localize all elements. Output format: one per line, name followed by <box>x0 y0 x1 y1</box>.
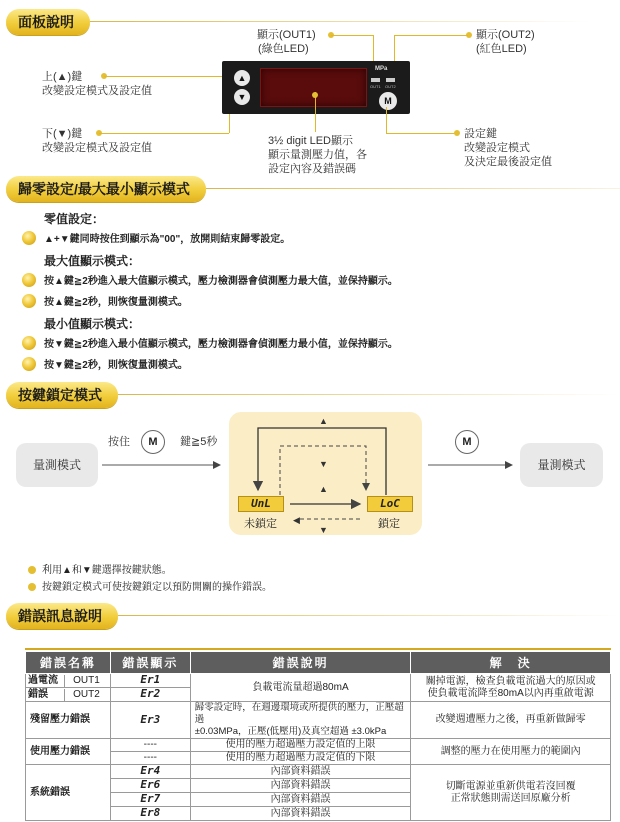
out2-led-label: OUT2 <box>385 84 396 89</box>
use-name: 使用壓力錯誤 <box>26 739 111 765</box>
table-header-row <box>26 652 611 674</box>
header-error-desc: 錯誤說明 <box>190 652 411 674</box>
er4-code: Er4 <box>140 764 161 777</box>
section-title-zero: 歸零設定/最大最小顯示模式 <box>6 176 206 202</box>
set-key-desc-2: 及決定最後設定值 <box>464 156 552 168</box>
overcurrent-desc: 負載電流量超過80mA <box>190 674 411 702</box>
bullet-icon <box>28 566 36 574</box>
sys-fix-1: 切斷電源並重新供電若沒回覆 <box>445 780 576 792</box>
section-title-errors: 錯誤訊息說明 <box>6 603 118 629</box>
er7-code: Er7 <box>140 792 161 805</box>
down-key-desc: 改變設定模式及設定值 <box>42 142 152 154</box>
residual-desc-1: 歸零設定時，在週邊環境或所提供的壓力，正壓超過 <box>194 702 404 725</box>
key-seconds-label: 鍵≧5秒 <box>180 436 218 448</box>
table-row <box>26 765 611 779</box>
section-title-panel: 面板說明 <box>6 9 90 35</box>
use-fix: 調整的壓力在使用壓力的範圍內 <box>411 739 611 765</box>
sys-desc-3: 內部資料錯誤 <box>190 793 411 807</box>
down-key-label: 下(▼)鍵 <box>42 128 83 140</box>
zero-heading: 零值設定： <box>44 212 105 226</box>
er3-code: Er3 <box>140 712 161 726</box>
down-button-icon[interactable]: ▼ <box>234 89 250 105</box>
section-title-keylock: 按鍵鎖定模式 <box>6 382 118 408</box>
residual-fix: 改變週遭壓力之後，再重新做歸零 <box>411 702 611 739</box>
use-dash-1: ---- <box>110 739 190 752</box>
sys-desc-4: 內部資料錯誤 <box>190 807 411 821</box>
sys-desc-2: 內部資料錯誤 <box>190 779 411 793</box>
er8-code: Er8 <box>140 806 161 819</box>
table-top-bar <box>25 648 611 650</box>
use-dash-2: ---- <box>110 752 190 765</box>
min-heading: 最小值顯示模式： <box>44 317 141 331</box>
locked-label: 鎖定 <box>378 518 400 530</box>
table-row <box>26 702 611 739</box>
sys-desc-1: 內部資料錯誤 <box>190 765 411 779</box>
table-row <box>26 739 611 752</box>
measure-mode-left: 量測模式 <box>16 443 98 487</box>
sys-name: 系統錯誤 <box>26 765 111 821</box>
led-desc-2: 設定內容及錯誤碼 <box>268 163 356 175</box>
zero-item: ▲+▼鍵同時按住到顯示為"00"，放開則結束歸零設定。 <box>22 231 290 247</box>
overcurrent-fix-1: 關掉電源，檢查負載電流過大的原因或 <box>425 675 596 687</box>
overcurrent-fix-2: 使負載電流降至80mA以內再重啟電源 <box>427 687 594 699</box>
up-button-icon[interactable]: ▲ <box>234 70 250 86</box>
header-error-name: 錯誤名稱 <box>26 652 111 674</box>
min-item-2: 按▼鍵≧2秒，則恢復量測模式。 <box>22 357 188 373</box>
mpa-unit: MPa <box>375 66 388 72</box>
residual-name: 殘留壓力錯誤 <box>26 702 111 739</box>
lock-note-1: 利用▲和▼鍵選擇按鍵狀態。 <box>28 565 172 577</box>
max-item-2: 按▲鍵≧2秒，則恢復量測模式。 <box>22 294 188 310</box>
set-key-desc-1: 改變設定模式 <box>464 142 530 154</box>
max-item-1: 按▲鍵≧2秒進入最大值顯示模式，壓力檢測器會偵測壓力最大值，並保持顯示。 <box>22 273 398 289</box>
press-label: 按住 <box>108 436 130 448</box>
out1-color-label: (綠色LED) <box>258 43 309 55</box>
measure-mode-right: 量測模式 <box>520 443 603 487</box>
lock-display: LoC <box>367 496 413 512</box>
led-label: 3½ digit LED顯示 <box>268 135 353 147</box>
max-heading: 最大值顯示模式： <box>44 254 141 268</box>
out2-color-label: (紅色LED) <box>476 43 527 55</box>
unlock-display: UnL <box>238 496 284 512</box>
left-arrow-icon: ◀ <box>293 515 300 525</box>
out1-label-cell: OUT1 <box>64 675 108 687</box>
error-label: 錯誤 <box>28 688 48 700</box>
use-desc-2: 使用的壓力超過壓力設定值的下限 <box>190 752 411 765</box>
m-key-icon-right: M <box>455 430 479 454</box>
min-item-1: 按▼鍵≧2秒進入最小值顯示模式，壓力檢測器會偵測壓力最小值，並保持顯示。 <box>22 336 398 352</box>
up-arrow-icon-1: ▲ <box>319 416 328 426</box>
down-arrow-icon-1: ▼ <box>319 459 328 469</box>
m-button-icon[interactable]: M <box>379 92 397 110</box>
up-key-desc: 改變設定模式及設定值 <box>42 85 152 97</box>
er1-code: Er1 <box>140 673 161 686</box>
sys-fix-2: 正常狀態則需送回原廠分析 <box>450 792 571 804</box>
up-key-label: 上(▲)鍵 <box>42 71 83 83</box>
use-desc-1: 使用的壓力超過壓力設定值的上限 <box>190 739 411 752</box>
table-row <box>26 674 611 688</box>
error-table <box>25 651 611 821</box>
out2-label: 顯示(OUT2) <box>476 29 535 41</box>
unlocked-label: 未鎖定 <box>244 518 277 530</box>
out1-led-label: OUT1 <box>370 84 381 89</box>
bullet-icon <box>28 583 36 591</box>
overcurrent-label: 過電流 <box>28 674 58 686</box>
residual-desc-2: ±0.03MPa，正壓(低壓用)及真空超過 ±3.0kPa <box>194 726 387 737</box>
down-arrow-icon-2: ▼ <box>319 525 328 535</box>
set-key-label: 設定鍵 <box>464 128 497 140</box>
m-key-icon: M <box>141 430 165 454</box>
er6-code: Er6 <box>140 778 161 791</box>
er2-code: Er2 <box>140 687 161 700</box>
up-arrow-icon-2: ▲ <box>319 484 328 494</box>
led-desc-1: 顯示量測壓力值，各 <box>268 149 367 161</box>
out1-label: 顯示(OUT1) <box>257 29 316 41</box>
header-solution: 解 決 <box>411 652 611 674</box>
lock-note-2: 按鍵鎖定模式可使按鍵鎖定以預防開關的操作錯誤。 <box>28 582 272 594</box>
header-error-display: 錯誤顯示 <box>110 652 190 674</box>
out2-label-cell: OUT2 <box>64 689 108 701</box>
